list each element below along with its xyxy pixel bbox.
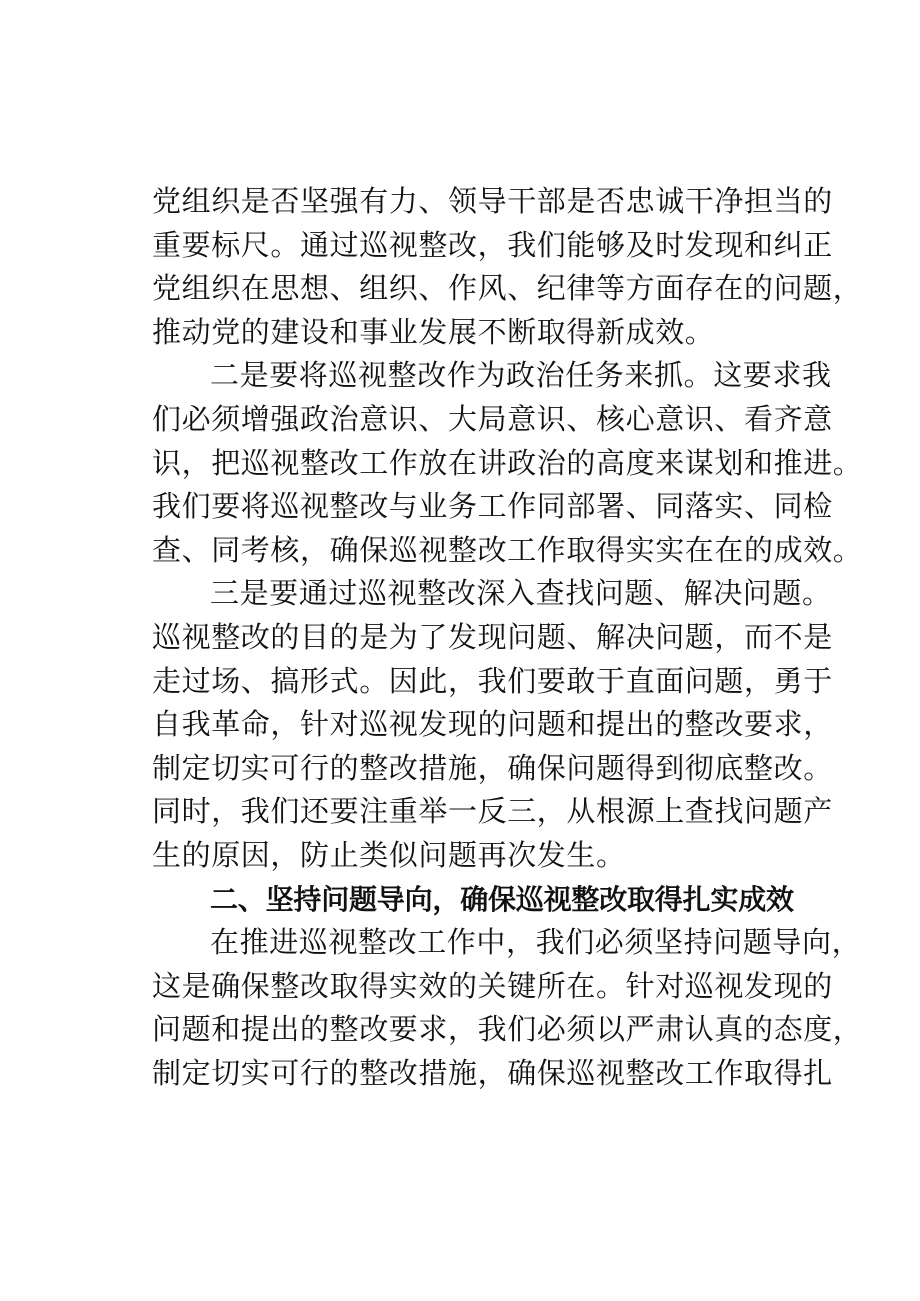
paragraph-1-line-4: 推动党的建设和事业发展不断取得新成效。: [152, 314, 715, 349]
paragraph-1-line-3: 党组织在思想、组织、作风、纪律等方面存在的问题，: [152, 271, 863, 306]
paragraph-2-line-5: 查、同考核，确保巡视整改工作取得实实在在的成效。: [152, 532, 863, 567]
paragraph-1-line-2: 重要标尺。通过巡视整改，我们能够及时发现和纠正: [152, 227, 833, 262]
paragraph-2-line-3: 识，把巡视整改工作放在讲政治的高度来谋划和推进。: [152, 445, 863, 480]
paragraph-3-line-6: 同时，我们还要注重举一反三，从根源上查找问题产: [152, 794, 833, 829]
paragraph-4-line-2: 这是确保整改取得实效的关键所在。针对巡视发现的: [152, 968, 833, 1003]
paragraph-2-line-2: 们必须增强政治意识、大局意识、核心意识、看齐意: [152, 401, 833, 436]
document-body: [152, 180, 863, 1095]
paragraph-3-line-4: 自我革命，针对巡视发现的问题和提出的整改要求，: [152, 707, 833, 742]
paragraph-2-line-1: 二是要将巡视整改作为政治任务来抓。这要求我: [210, 358, 832, 393]
paragraph-3-line-5: 制定切实可行的整改措施，确保问题得到彻底整改。: [152, 750, 833, 785]
paragraph-3-line-3: 走过场、搞形式。因此，我们要敢于直面问题，勇于: [152, 663, 833, 698]
paragraph-3-line-7: 生的原因，防止类似问题再次发生。: [152, 837, 626, 872]
paragraph-1-line-1: 党组织是否坚强有力、领导干部是否忠诚干净担当的: [152, 184, 833, 218]
paragraph-3-line-2: 巡视整改的目的是为了发现问题、解决问题，而不是: [152, 619, 833, 654]
paragraph-4-line-3: 问题和提出的整改要求，我们必须以严肃认真的态度，: [152, 1012, 863, 1047]
paragraph-4-line-1: 在推进巡视整改工作中，我们必须坚持问题导向，: [210, 925, 862, 960]
paragraph-2-line-4: 我们要将巡视整改与业务工作同部署、同落实、同检: [152, 489, 833, 524]
paragraph-4-line-4: 制定切实可行的整改措施，确保巡视整改工作取得扎: [152, 1055, 833, 1090]
section-heading: 二、坚持问题导向，确保巡视整改取得扎实成效: [210, 882, 794, 916]
paragraph-3-line-1: 三是要通过巡视整改深入查找问题、解决问题。: [210, 576, 832, 611]
